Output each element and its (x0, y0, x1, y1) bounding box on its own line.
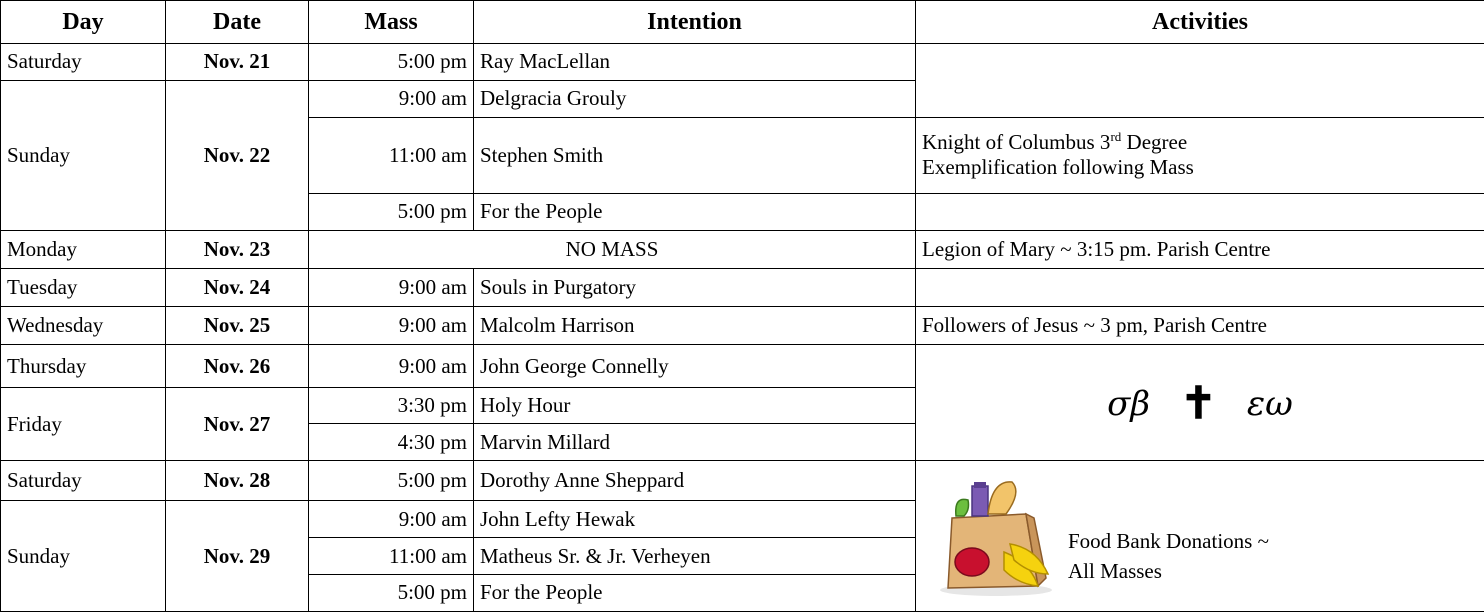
header-day: Day (1, 1, 166, 44)
activity-followers: Followers of Jesus ~ 3 pm, Parish Centre (916, 306, 1484, 344)
table-row (1, 344, 1484, 387)
intention-cell: For the People (474, 574, 916, 611)
day-cell: Tuesday (1, 268, 166, 306)
activity-cell-empty (916, 268, 1484, 306)
intention-cell: Ray MacLellan (474, 44, 916, 81)
food-bank-wrap (922, 461, 1478, 611)
ornament-cell (916, 344, 1484, 460)
mass-time-cell: 5:00 pm (309, 44, 474, 81)
day-cell: Monday (1, 230, 166, 268)
day-cell: Sunday (1, 501, 166, 612)
cross-icon: ✝ (1180, 379, 1217, 429)
mass-time-cell: 9:00 am (309, 80, 474, 117)
date-cell: Nov. 28 (166, 460, 309, 500)
day-cell: Thursday (1, 344, 166, 387)
header-mass: Mass (309, 1, 474, 44)
intention-cell: John Lefty Hewak (474, 501, 916, 538)
intention-cell: Dorothy Anne Sheppard (474, 460, 916, 500)
left-ornament-icon: σβ (1107, 383, 1150, 424)
table-row (1, 460, 1484, 500)
date-cell: Nov. 25 (166, 306, 309, 344)
table-row (1, 44, 1484, 81)
activity-cell-empty (916, 44, 1484, 118)
mass-time-cell: 5:00 pm (309, 574, 474, 611)
activity-legion: Legion of Mary ~ 3:15 pm. Parish Centre (916, 230, 1484, 268)
table-row (1, 230, 1484, 268)
day-cell: Friday (1, 388, 166, 461)
date-cell: Nov. 29 (166, 501, 309, 612)
intention-cell: John George Connelly (474, 344, 916, 387)
food-bank-cell (916, 460, 1484, 611)
day-cell: Saturday (1, 44, 166, 81)
date-cell: Nov. 26 (166, 344, 309, 387)
day-cell: Wednesday (1, 306, 166, 344)
header-intention: Intention (474, 1, 916, 44)
kofc-text-b: Degree (1121, 130, 1188, 155)
kofc-superscript: rd (1110, 129, 1122, 145)
table-row (1, 268, 1484, 306)
grocery-bag-icon (934, 474, 1058, 598)
right-ornament-icon: εω (1246, 383, 1293, 424)
intention-cell: Souls in Purgatory (474, 268, 916, 306)
mass-time-cell: 9:00 am (309, 344, 474, 387)
date-cell: Nov. 22 (166, 80, 309, 230)
food-bank-line-1: Food Bank Donations ~ (1068, 528, 1269, 553)
mass-time-cell: 9:00 am (309, 501, 474, 538)
day-cell: Saturday (1, 460, 166, 500)
mass-time-cell: 9:00 am (309, 268, 474, 306)
intention-cell: Stephen Smith (474, 117, 916, 193)
food-bank-text (1068, 526, 1269, 587)
mass-time-cell: 11:00 am (309, 117, 474, 193)
intention-cell: Delgracia Grouly (474, 80, 916, 117)
intention-cell: Holy Hour (474, 388, 916, 424)
intention-cell: For the People (474, 193, 916, 230)
no-mass-cell: NO MASS (309, 230, 916, 268)
date-cell: Nov. 24 (166, 268, 309, 306)
kofc-text-a: Knight of Columbus 3 (922, 130, 1111, 155)
intention-cell: Matheus Sr. & Jr. Verheyen (474, 538, 916, 575)
mass-time-cell: 3:30 pm (309, 388, 474, 424)
header-activities: Activities (916, 1, 1484, 44)
mass-time-cell: 9:00 am (309, 306, 474, 344)
mass-time-cell: 5:00 pm (309, 460, 474, 500)
date-cell: Nov. 27 (166, 388, 309, 461)
day-cell: Sunday (1, 80, 166, 230)
date-cell: Nov. 23 (166, 230, 309, 268)
header-date: Date (166, 1, 309, 44)
table-row (1, 306, 1484, 344)
mass-time-cell: 4:30 pm (309, 424, 474, 461)
intention-cell: Marvin Millard (474, 424, 916, 461)
header-row (1, 1, 1484, 44)
intention-cell: Malcolm Harrison (474, 306, 916, 344)
activity-kofc (916, 117, 1484, 193)
activity-cell-empty (916, 193, 1484, 230)
mass-time-cell: 11:00 am (309, 538, 474, 575)
date-cell: Nov. 21 (166, 44, 309, 81)
mass-time-cell: 5:00 pm (309, 193, 474, 230)
kofc-line-2: Exemplification following Mass (922, 155, 1194, 180)
food-bank-line-2: All Masses (1068, 558, 1162, 583)
kofc-line-1 (922, 130, 1478, 155)
